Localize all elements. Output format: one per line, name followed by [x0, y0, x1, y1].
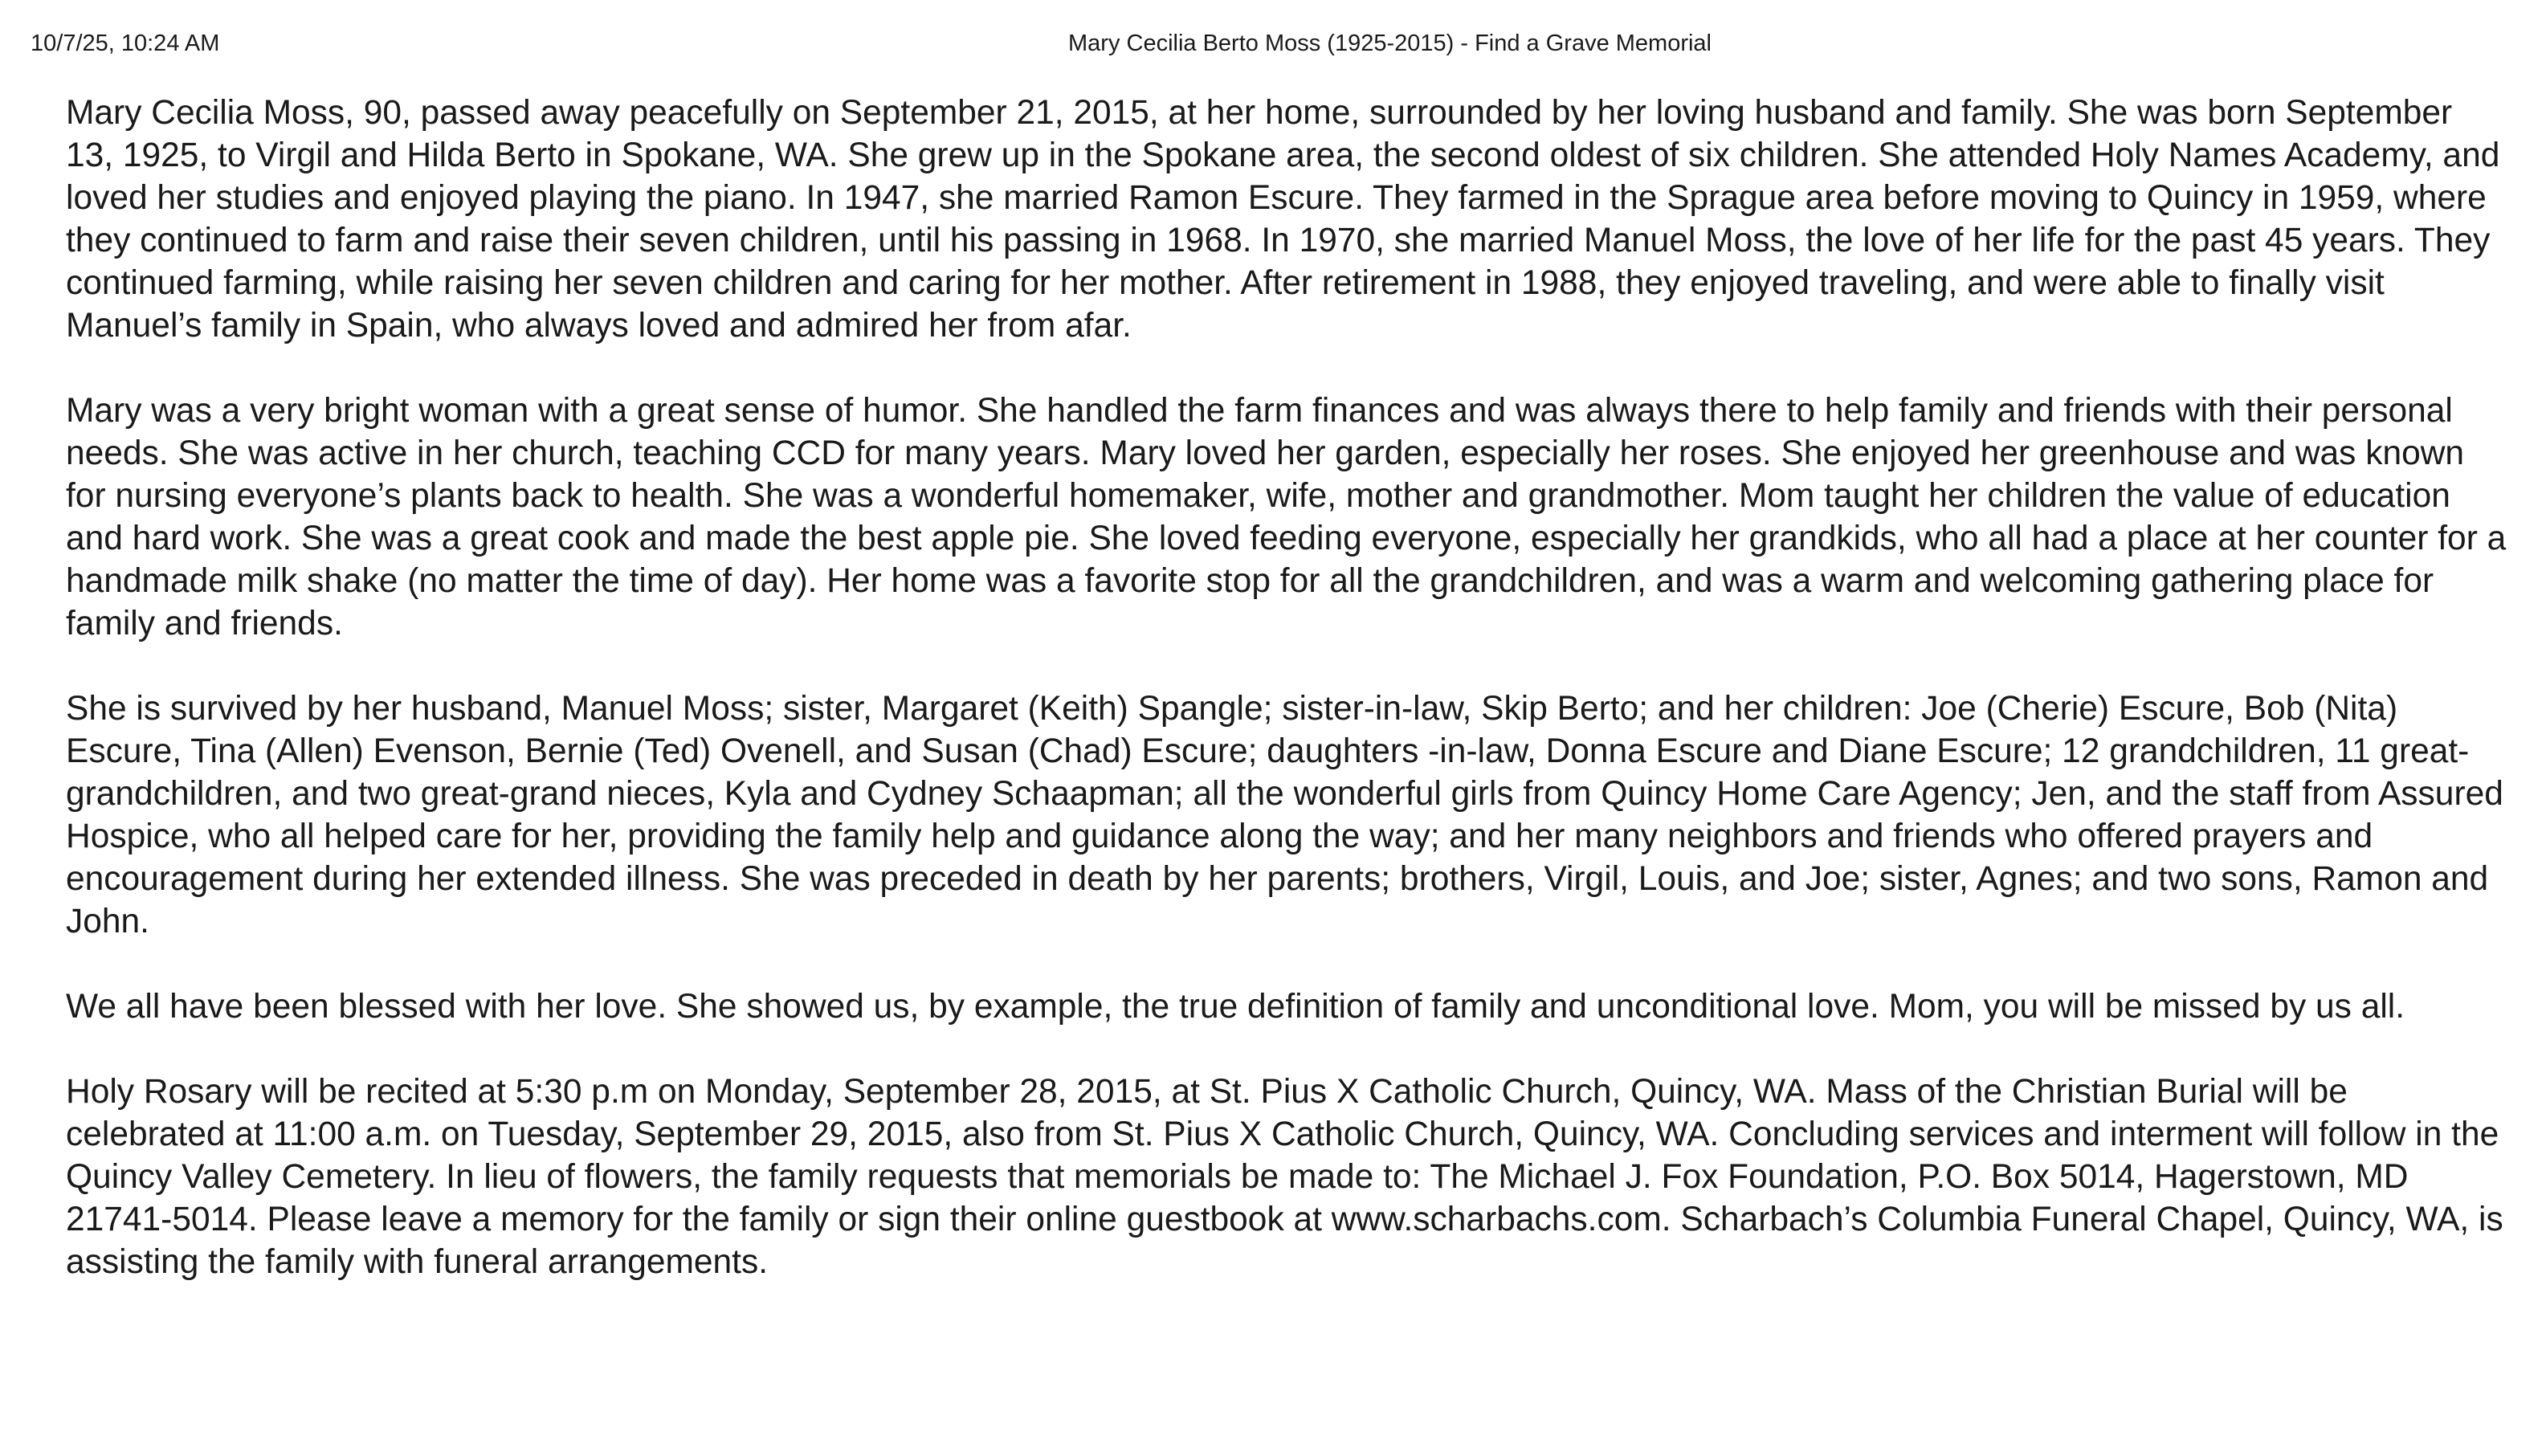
obituary-paragraph-blessing: We all have been blessed with her love. She showed us, by example, the true definition of family and unconditional love. Mom, you will be missed by us all.	[66, 988, 2405, 1026]
page-title: Mary Cecilia Berto Moss (1925-2015) - Find a Grave Memorial	[1068, 31, 1712, 56]
obituary-paragraph-services: Holy Rosary will be recited at 5:30 p.m on Monday, September 28, 2015, at St. Pius X Catholic Church, Quincy, WA. Mass of the Christian Burial will be celebrated at 11:00 a.m. on Tuesday, September 29, 2015, also from St. Pius X Catholic Church, Quincy, WA. Concluding services and interment will follow in the Quincy Valley Cemetery. In lieu of flowers, the family requests that memorials be made to: The Michael J. Fox Foundation, P.O. Box 5014, Hagerstown, MD 21741-5014. Please leave a memory for the family or sign their online guestbook at www.scharbachs.com. Scharbach’s Columbia Funeral Chapel, Quincy, WA, is assisting the family with funeral arrangements.	[66, 1073, 2503, 1281]
print-datetime: 10/7/25, 10:24 AM	[31, 31, 220, 56]
obituary-text	[66, 92, 2507, 1283]
obituary-paragraph-biography: Mary Cecilia Moss, 90, passed away peacefully on September 21, 2015, at her home, surrounded by her loving husband and family. She was born September 13, 1925, to Virgil and Hilda Berto in Spokane, WA. She grew up in the Spokane area, the second oldest of six children. She attended Holy Names Academy, and loved her studies and enjoyed playing the piano. In 1947, she married Ramon Escure. They farmed in the Sprague area before moving to Quincy in 1959, where they continued to farm and raise their seven children, until his passing in 1968. In 1970, she married Manuel Moss, the love of her life for the past 45 years. They continued farming, while raising her seven children and caring for her mother. After retirement in 1988, they enjoyed traveling, and were able to finally visit Manuel’s family in Spain, who always loved and admired her from afar.	[66, 94, 2500, 345]
print-header	[0, 27, 2546, 59]
obituary-paragraph-survivors: She is survived by her husband, Manuel Moss; sister, Margaret (Keith) Spangle; sister-in-law, Skip Berto; and her children: Joe (Cherie) Escure, Bob (Nita) Escure, Tina (Allen) Evenson, Bernie (Ted) Ovenell, and Susan (Chad) Escure; daughters -in-law, Donna Escure and Diane Escure; 12 grandchildren, 11 great-grandchildren, and two great-grand nieces, Kyla and Cydney Schaapman; all the wonderful girls from Quincy Home Care Agency; Jen, and the staff from Assured Hospice, who all helped care for her, providing the family help and guidance along the way; and her many neighbors and friends who offered prayers and encouragement during her extended illness. She was preceded in death by her parents; brothers, Virgil, Louis, and Joe; sister, Agnes; and two sons, Ramon and John.	[66, 690, 2503, 940]
obituary-paragraph-personality: Mary was a very bright woman with a great sense of humor. She handled the farm finances and was always there to help family and friends with their personal needs. She was active in her church, teaching CCD for many years. Mary loved her garden, especially her roses. She enjoyed her greenhouse and was known for nursing everyone’s plants back to health. She was a wonderful homemaker, wife, mother and grandmother. Mom taught her children the value of education and hard work. She was a great cook and made the best apple pie. She loved feeding everyone, especially her grandkids, who all had a place at her counter for a handmade milk shake (no matter the time of day). Her home was a favorite stop for all the grandchildren, and was a warm and welcoming gathering place for family and friends.	[66, 392, 2507, 642]
